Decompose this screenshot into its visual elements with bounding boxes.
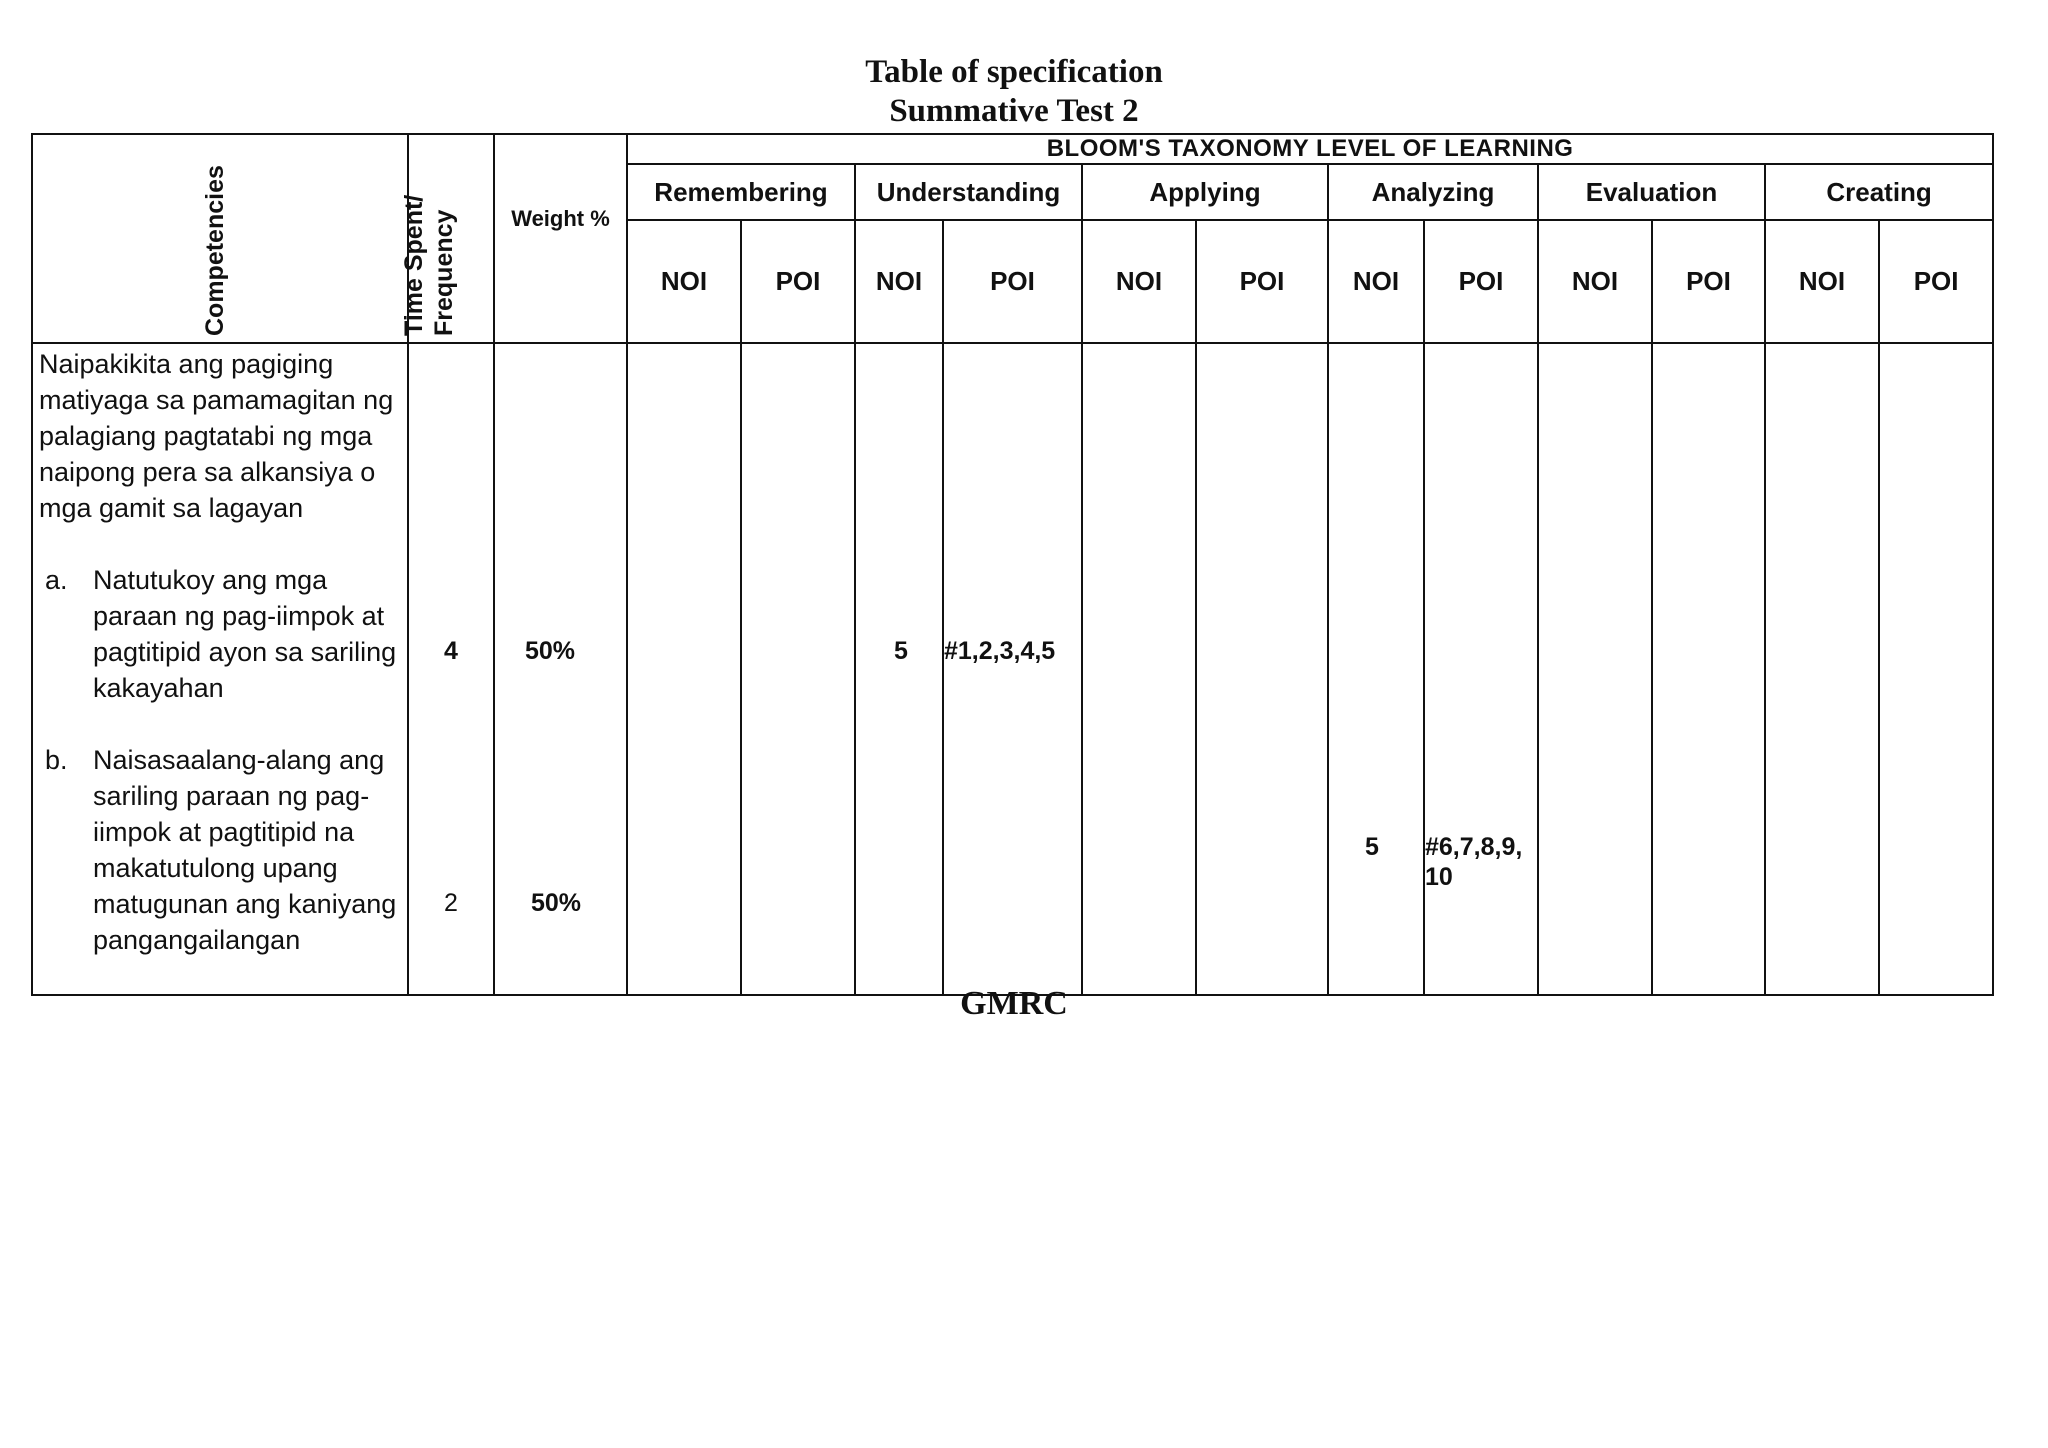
applying-noi-header: NOI bbox=[1082, 220, 1196, 343]
weight-header: Weight % bbox=[494, 134, 627, 343]
analyzing-noi-header: NOI bbox=[1328, 220, 1424, 343]
weight-value-a: 50% bbox=[525, 637, 576, 665]
analyzing-poi-header: POI bbox=[1424, 220, 1538, 343]
time-spent-value-b: 2 bbox=[444, 889, 458, 917]
creating-noi-header: NOI bbox=[1765, 220, 1879, 343]
time-spent-header bbox=[400, 134, 494, 343]
subject-footer: GMRC bbox=[960, 985, 1068, 1022]
level-evaluation: Evaluation bbox=[1538, 164, 1765, 220]
creating-poi-header: POI bbox=[1879, 220, 1993, 343]
time-spent-cell bbox=[408, 343, 494, 995]
level-remembering: Remembering bbox=[627, 164, 855, 220]
competencies-label: Competencies bbox=[201, 164, 229, 336]
evaluation-poi-cell bbox=[1652, 343, 1765, 995]
level-understanding: Understanding bbox=[855, 164, 1082, 220]
item-text: Naisasaalang-alang ang sariling paraan ng pag-iimpok at pagtitipid na makatutulong upang matugunan ang kaniyang pangangailangan bbox=[93, 745, 397, 955]
creating-poi-cell bbox=[1879, 343, 1993, 995]
evaluation-noi-header: NOI bbox=[1538, 220, 1652, 343]
competency-intro: Naipakikita ang pagiging matiyaga sa pamamagitan ng palagiang pagtatabi ng mga naipong pera sa alkansiya o mga gamit sa lagayan bbox=[39, 349, 394, 523]
level-creating: Creating bbox=[1765, 164, 1993, 220]
level-applying: Applying bbox=[1082, 164, 1328, 220]
weight-cell bbox=[494, 343, 627, 995]
applying-noi-cell bbox=[1082, 343, 1196, 995]
document-subtitle: Summative Test 2 bbox=[889, 93, 1139, 129]
weight-value-b: 50% bbox=[531, 889, 582, 917]
understanding-noi-cell bbox=[855, 343, 943, 995]
evaluation-poi-header: POI bbox=[1652, 220, 1765, 343]
remembering-poi-header: POI bbox=[741, 220, 855, 343]
time-spent-value-a: 4 bbox=[444, 637, 458, 665]
time-spent-label: Time Spent/ Frequency bbox=[400, 194, 458, 336]
competencies-header bbox=[32, 134, 408, 343]
analyzing-poi-cell bbox=[1424, 343, 1538, 995]
remembering-poi-cell bbox=[741, 343, 855, 995]
item-text: Natutukoy ang mga paraan ng pag-iimpok at pagtitipid ayon sa sariling kakayahan bbox=[93, 565, 397, 703]
competency-cell bbox=[32, 343, 408, 995]
analyzing-poi-value: #6,7,8,9, 10 bbox=[1425, 833, 1523, 891]
level-analyzing: Analyzing bbox=[1328, 164, 1538, 220]
understanding-noi-header: NOI bbox=[855, 220, 943, 343]
applying-poi-cell bbox=[1196, 343, 1328, 995]
item-letter: a. bbox=[45, 565, 68, 595]
list-item bbox=[39, 562, 401, 706]
analyzing-noi-cell bbox=[1328, 343, 1424, 995]
specification-table bbox=[31, 133, 1994, 996]
understanding-poi-header: POI bbox=[943, 220, 1082, 343]
list-item bbox=[39, 742, 401, 958]
evaluation-noi-cell bbox=[1538, 343, 1652, 995]
item-letter: b. bbox=[45, 745, 68, 775]
creating-noi-cell bbox=[1765, 343, 1879, 995]
bloom-taxonomy-header: BLOOM'S TAXONOMY LEVEL OF LEARNING bbox=[627, 134, 1993, 164]
applying-poi-header: POI bbox=[1196, 220, 1328, 343]
remembering-noi-cell bbox=[627, 343, 741, 995]
analyzing-noi-value: 5 bbox=[1365, 833, 1379, 861]
understanding-poi-value: #1,2,3,4,5 bbox=[944, 637, 1056, 665]
document-title: Table of specification bbox=[865, 54, 1163, 90]
remembering-noi-header: NOI bbox=[627, 220, 741, 343]
table-row bbox=[32, 343, 1993, 995]
understanding-poi-cell bbox=[943, 343, 1082, 995]
understanding-noi-value: 5 bbox=[894, 637, 908, 665]
